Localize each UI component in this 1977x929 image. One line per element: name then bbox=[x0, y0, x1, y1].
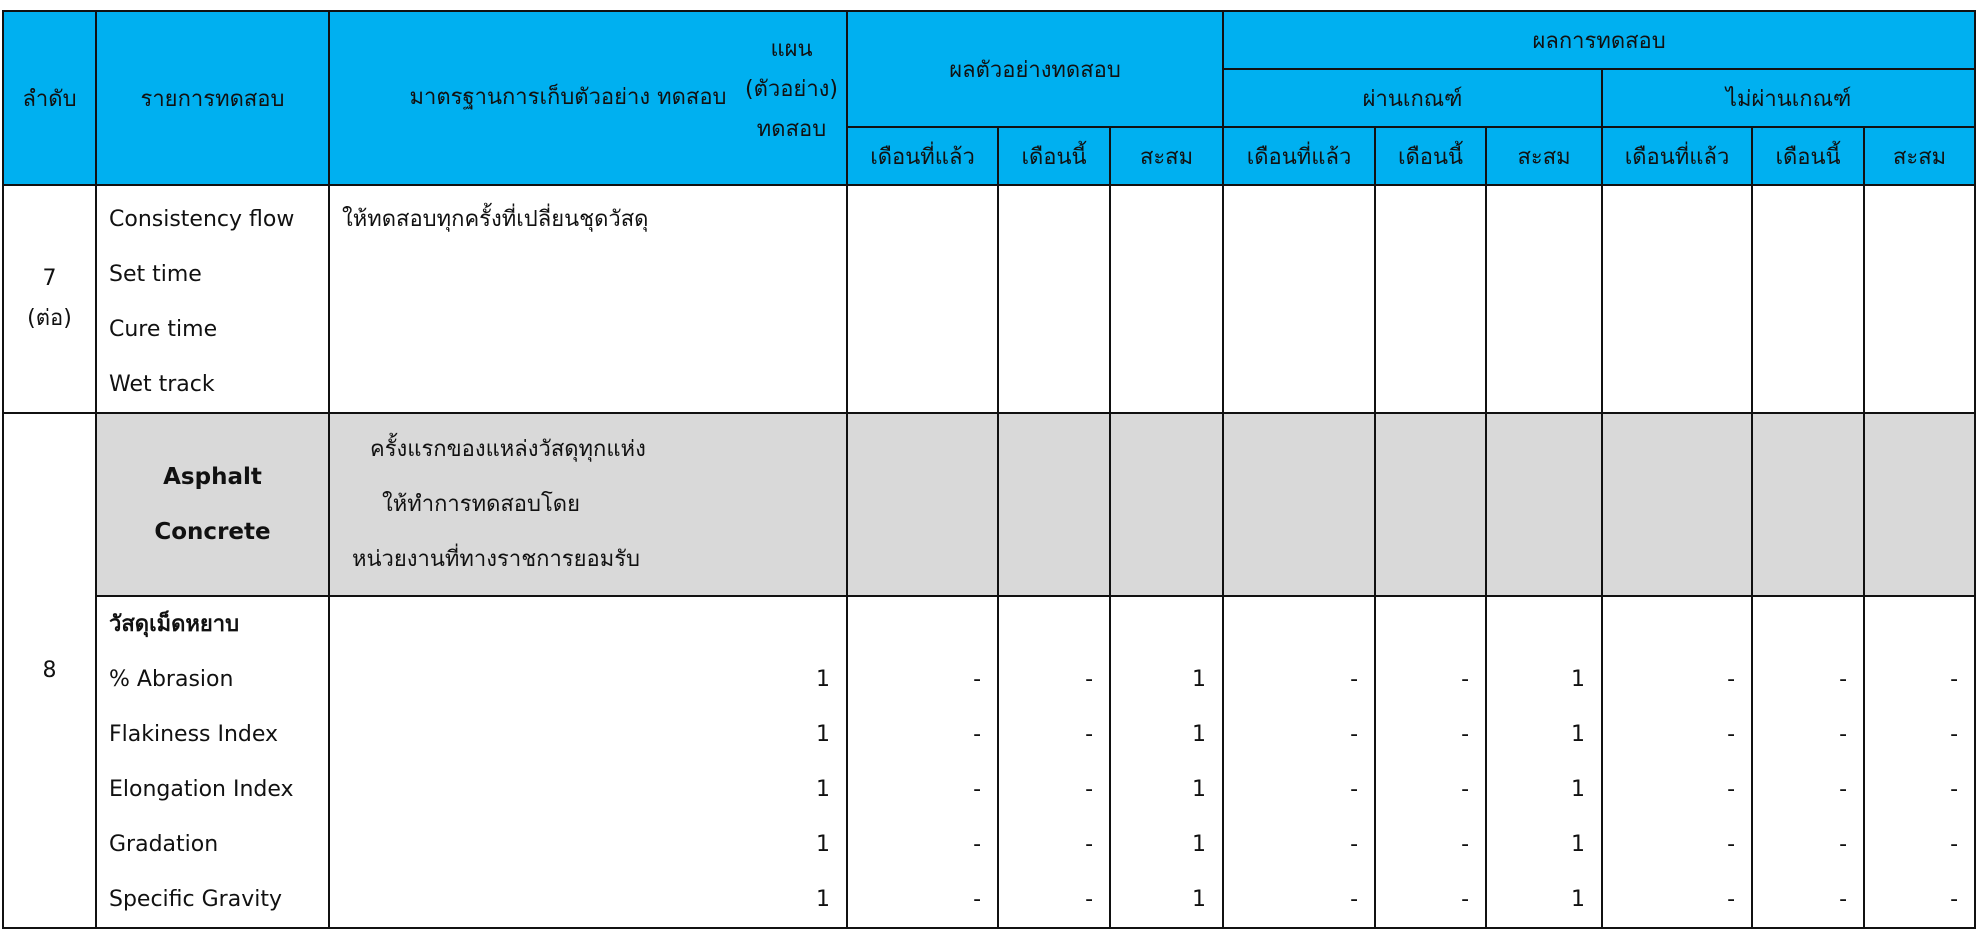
row-pass-this: - bbox=[1375, 762, 1486, 817]
row-fail-this: - bbox=[1752, 707, 1864, 762]
row-sample-last: - bbox=[847, 817, 998, 872]
empty-cell bbox=[847, 596, 998, 652]
section-8-subheading: วัสดุเม็ดหยาบ bbox=[96, 596, 329, 652]
empty-cell bbox=[1110, 185, 1223, 413]
row-sample-cum: 1 bbox=[1110, 872, 1223, 928]
empty-cell bbox=[1752, 413, 1864, 596]
row-fail-this: - bbox=[1752, 652, 1864, 707]
row-fail-last: - bbox=[1602, 707, 1752, 762]
section-8-subheading-row bbox=[3, 596, 1975, 652]
row-fail-last: - bbox=[1602, 817, 1752, 872]
row-fail-cum: - bbox=[1864, 652, 1975, 707]
test-results-table bbox=[2, 10, 1976, 929]
row-pass-cum: 1 bbox=[1486, 652, 1602, 707]
row-sample-this: - bbox=[998, 762, 1110, 817]
section-8-number: 8 bbox=[3, 413, 96, 928]
empty-cell bbox=[1375, 185, 1486, 413]
row-name: Flakiness Index bbox=[96, 707, 329, 762]
section-7-items bbox=[96, 185, 329, 413]
empty-cell bbox=[1602, 596, 1752, 652]
empty-cell bbox=[1375, 413, 1486, 596]
header-test-results: ผลการทดสอบ bbox=[1223, 11, 1975, 69]
row-plan: 1 bbox=[329, 707, 847, 762]
row-sample-cum: 1 bbox=[1110, 817, 1223, 872]
row-name: Specific Gravity bbox=[96, 872, 329, 928]
section-7-number: 7 (ต่อ) bbox=[3, 185, 96, 413]
empty-cell bbox=[1602, 185, 1752, 413]
row-plan: 1 bbox=[329, 652, 847, 707]
header-pass-cumulative: สะสม bbox=[1486, 127, 1602, 185]
header-fail-this-month: เดือนนี้ bbox=[1752, 127, 1864, 185]
empty-cell bbox=[1375, 596, 1486, 652]
header-sample-last-month: เดือนที่แล้ว bbox=[847, 127, 998, 185]
table-row bbox=[3, 652, 1975, 707]
row-pass-last: - bbox=[1223, 762, 1375, 817]
empty-cell bbox=[847, 413, 998, 596]
row-sample-last: - bbox=[847, 707, 998, 762]
header-plan: แผน (ตัวอย่าง) ทดสอบ bbox=[745, 37, 839, 142]
empty-cell bbox=[998, 185, 1110, 413]
row-fail-cum: - bbox=[1864, 872, 1975, 928]
row-sample-this: - bbox=[998, 872, 1110, 928]
row-name: Elongation Index bbox=[96, 762, 329, 817]
row-name: Gradation bbox=[96, 817, 329, 872]
row-plan: 1 bbox=[329, 817, 847, 872]
empty-cell bbox=[998, 596, 1110, 652]
row-sample-last: - bbox=[847, 652, 998, 707]
header-fail-cumulative: สะสม bbox=[1864, 127, 1975, 185]
empty-cell bbox=[1223, 185, 1375, 413]
row-pass-last: - bbox=[1223, 817, 1375, 872]
row-name: % Abrasion bbox=[96, 652, 329, 707]
header-pass: ผ่านเกณฑ์ bbox=[1223, 69, 1602, 127]
empty-cell bbox=[1486, 596, 1602, 652]
row-fail-this: - bbox=[1752, 762, 1864, 817]
row-sample-cum: 1 bbox=[1110, 762, 1223, 817]
row-sample-cum: 1 bbox=[1110, 707, 1223, 762]
empty-cell bbox=[998, 413, 1110, 596]
list-item: Wet track bbox=[109, 372, 215, 397]
row-pass-this: - bbox=[1375, 652, 1486, 707]
table-row bbox=[3, 707, 1975, 762]
list-item: Cure time bbox=[109, 317, 218, 342]
row-pass-this: - bbox=[1375, 872, 1486, 928]
table-row bbox=[3, 872, 1975, 928]
header-pass-this-month: เดือนนี้ bbox=[1375, 127, 1486, 185]
header-fail-last-month: เดือนที่แล้ว bbox=[1602, 127, 1752, 185]
row-sample-this: - bbox=[998, 817, 1110, 872]
empty-cell bbox=[1864, 596, 1975, 652]
row-pass-last: - bbox=[1223, 652, 1375, 707]
header-sample-cumulative: สะสม bbox=[1110, 127, 1223, 185]
empty-cell bbox=[1602, 413, 1752, 596]
row-pass-this: - bbox=[1375, 817, 1486, 872]
row-sample-cum: 1 bbox=[1110, 652, 1223, 707]
list-item: Set time bbox=[109, 262, 202, 287]
row-sample-last: - bbox=[847, 762, 998, 817]
row-pass-cum: 1 bbox=[1486, 707, 1602, 762]
table-row bbox=[3, 817, 1975, 872]
row-pass-cum: 1 bbox=[1486, 872, 1602, 928]
row-pass-this: - bbox=[1375, 707, 1486, 762]
section-8-grey-row bbox=[3, 413, 1975, 596]
row-pass-cum: 1 bbox=[1486, 762, 1602, 817]
row-plan: 1 bbox=[329, 872, 847, 928]
empty-cell bbox=[1223, 596, 1375, 652]
row-plan: 1 bbox=[329, 762, 847, 817]
row-fail-last: - bbox=[1602, 652, 1752, 707]
row-fail-cum: - bbox=[1864, 817, 1975, 872]
header-item: รายการทดสอบ bbox=[96, 11, 329, 185]
empty-cell bbox=[1864, 185, 1975, 413]
empty-cell bbox=[1864, 413, 1975, 596]
header-sample-this-month: เดือนนี้ bbox=[998, 127, 1110, 185]
section-8-material: Asphalt Concrete bbox=[96, 413, 329, 596]
row-pass-cum: 1 bbox=[1486, 817, 1602, 872]
empty-cell bbox=[1752, 185, 1864, 413]
list-item: Consistency flow bbox=[109, 207, 295, 232]
row-fail-this: - bbox=[1752, 872, 1864, 928]
header-seq: ลำดับ bbox=[3, 11, 96, 185]
empty-cell bbox=[1752, 596, 1864, 652]
empty-cell bbox=[329, 596, 847, 652]
section-7-standard: ให้ทดสอบทุกครั้งที่เปลี่ยนชุดวัสดุ bbox=[342, 207, 649, 232]
row-sample-this: - bbox=[998, 652, 1110, 707]
row-fail-last: - bbox=[1602, 762, 1752, 817]
empty-cell bbox=[1223, 413, 1375, 596]
row-pass-last: - bbox=[1223, 872, 1375, 928]
empty-cell bbox=[1110, 596, 1223, 652]
header-standard: มาตรฐานการเก็บตัวอย่าง ทดสอบ bbox=[409, 85, 727, 110]
row-sample-this: - bbox=[998, 707, 1110, 762]
section-7-row bbox=[3, 185, 1975, 413]
header-sample-results: ผลตัวอย่างทดสอบ bbox=[847, 11, 1223, 127]
empty-cell bbox=[847, 185, 998, 413]
header-standard-plan bbox=[329, 11, 847, 185]
empty-cell bbox=[1486, 413, 1602, 596]
empty-cell bbox=[1486, 185, 1602, 413]
row-pass-last: - bbox=[1223, 707, 1375, 762]
empty-cell bbox=[1110, 413, 1223, 596]
row-fail-last: - bbox=[1602, 872, 1752, 928]
section-8-standard: ครั้งแรกของแหล่งวัสดุทุกแห่ง ให้ทำการทดสอบโดย หน่วยงานที่ทางราชการยอมรับ bbox=[329, 413, 847, 596]
row-fail-this: - bbox=[1752, 817, 1864, 872]
row-sample-last: - bbox=[847, 872, 998, 928]
header-pass-last-month: เดือนที่แล้ว bbox=[1223, 127, 1375, 185]
table-row bbox=[3, 762, 1975, 817]
header-fail: ไม่ผ่านเกณฑ์ bbox=[1602, 69, 1975, 127]
row-fail-cum: - bbox=[1864, 707, 1975, 762]
section-7-standard-cell bbox=[329, 185, 847, 413]
row-fail-cum: - bbox=[1864, 762, 1975, 817]
